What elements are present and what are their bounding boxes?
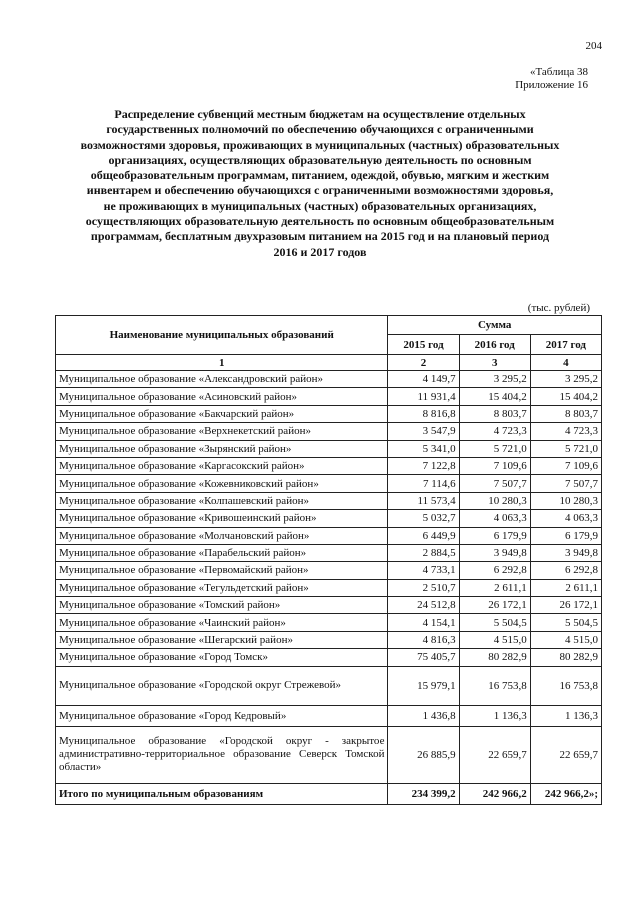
- value-2017: 5 504,5: [530, 614, 601, 631]
- row-name: Муниципальное образование «Городской округ Стрежевой»: [56, 666, 388, 705]
- total-2017: [530, 783, 601, 804]
- value-2015: 8 816,8: [388, 405, 459, 422]
- appendix-number: Приложение 16: [515, 79, 588, 91]
- row-name: Муниципальное образование «Кожевниковский район»: [56, 475, 388, 492]
- value-2016: 16 753,8: [459, 666, 530, 705]
- row-name: Муниципальное образование «Первомайский район»: [56, 562, 388, 579]
- value-2016: 4 063,3: [459, 510, 530, 527]
- table-row: [56, 544, 602, 561]
- table-number: «Таблица 38: [529, 66, 588, 78]
- table-row: [56, 440, 602, 457]
- row-name: Муниципальное образование «Томский район»: [56, 597, 388, 614]
- value-2016: 6 179,9: [459, 527, 530, 544]
- value-2017: 80 282,9: [530, 649, 601, 666]
- value-2016: 26 172,1: [459, 597, 530, 614]
- value-2017: 10 280,3: [530, 492, 601, 509]
- row-name: Муниципальное образование «Город Томск»: [56, 649, 388, 666]
- row-name: Муниципальное образование «Молчановский район»: [56, 527, 388, 544]
- table-row: [56, 597, 602, 614]
- table-row: [56, 579, 602, 596]
- value-2015: 4 149,7: [388, 371, 459, 388]
- value-2016: 1 136,3: [459, 705, 530, 726]
- row-name: Муниципальное образование «Город Кедровый»: [56, 705, 388, 726]
- row-name: Муниципальное образование «Каргасокский район»: [56, 457, 388, 474]
- value-2017: 4 723,3: [530, 423, 601, 440]
- table-row: [56, 614, 602, 631]
- value-2017: 3 295,2: [530, 371, 601, 388]
- value-2015: 15 979,1: [388, 666, 459, 705]
- header-year-2016: 2016 год: [459, 335, 530, 355]
- row-name: Муниципальное образование «Колпашевский район»: [56, 492, 388, 509]
- value-2015: 5 341,0: [388, 440, 459, 457]
- header-year-2017: 2017 год: [530, 335, 601, 355]
- total-2016: 242 966,2: [459, 783, 530, 804]
- table-row: [56, 666, 602, 705]
- value-2015: 7 122,8: [388, 457, 459, 474]
- total-2017-value: 242 966,2: [544, 787, 589, 800]
- table-row: [56, 510, 602, 527]
- table-row: [56, 705, 602, 726]
- value-2017: 6 292,8: [530, 562, 601, 579]
- value-2015: 75 405,7: [388, 649, 459, 666]
- value-2016: 3 295,2: [459, 371, 530, 388]
- value-2015: 5 032,7: [388, 510, 459, 527]
- table-row: [56, 649, 602, 666]
- row-name: Муниципальное образование «Парабельский район»: [56, 544, 388, 561]
- table-row: [56, 475, 602, 492]
- closing-quote: »;: [588, 787, 598, 800]
- value-2017: 2 611,1: [530, 579, 601, 596]
- value-2016: 6 292,8: [459, 562, 530, 579]
- value-2016: 4 723,3: [459, 423, 530, 440]
- table-row: [56, 631, 602, 648]
- header-name-column: Наименование муниципальных образований: [56, 316, 388, 355]
- table-row: [56, 388, 602, 405]
- column-number-2: 2: [388, 355, 459, 371]
- value-2016: 5 504,5: [459, 614, 530, 631]
- value-2017: 1 136,3: [530, 705, 601, 726]
- value-2015: 4 733,1: [388, 562, 459, 579]
- value-2017: 5 721,0: [530, 440, 601, 457]
- header-year-2015: 2015 год: [388, 335, 459, 355]
- value-2017: 3 949,8: [530, 544, 601, 561]
- row-name: Муниципальное образование «Чаинский район»: [56, 614, 388, 631]
- row-name: Муниципальное образование «Асиновский район»: [56, 388, 388, 405]
- row-name: Муниципальное образование «Тегульдетский район»: [56, 579, 388, 596]
- table-row: [56, 726, 602, 783]
- value-2017: 6 179,9: [530, 527, 601, 544]
- total-2015: 234 399,2: [388, 783, 459, 804]
- column-number-4: 4: [530, 355, 601, 371]
- table-row: [56, 492, 602, 509]
- column-number-3: 3: [459, 355, 530, 371]
- row-name: Муниципальное образование «Верхнекетский район»: [56, 423, 388, 440]
- table-row: [56, 562, 602, 579]
- total-row: [56, 783, 602, 804]
- units-label: (тыс. рублей): [527, 302, 590, 314]
- value-2016: 22 659,7: [459, 726, 530, 783]
- value-2017: 26 172,1: [530, 597, 601, 614]
- table-row: [56, 405, 602, 422]
- column-number-1: 1: [56, 355, 388, 371]
- value-2017: 7 507,7: [530, 475, 601, 492]
- value-2016: 5 721,0: [459, 440, 530, 457]
- row-name: Муниципальное образование «Шегарский район»: [56, 631, 388, 648]
- value-2016: 7 109,6: [459, 457, 530, 474]
- value-2017: 16 753,8: [530, 666, 601, 705]
- row-name: Муниципальное образование «Кривошеинский район»: [56, 510, 388, 527]
- value-2016: 3 949,8: [459, 544, 530, 561]
- value-2015: 11 931,4: [388, 388, 459, 405]
- value-2017: 22 659,7: [530, 726, 601, 783]
- value-2015: 7 114,6: [388, 475, 459, 492]
- document-title: Распределение субвенций местным бюджетам на осуществление отдельных государственных полномочий по обеспечению обучающихся с ограниченными возможностями здоровья, проживающих в муниципальных (частных) образовательных организациях, осуществляющих образовательную деятельность по основным общеобразовательным программам, питанием, одеждой, обувью, мягким и жестким инвентарем и обеспечению обучающихся с ограниченными возможностями здоровья, не проживающих в муниципальных (частных) образовательных организациях, осуществляющих образовательную деятельность по основным общеобразовательным программам, бесплатным двухразовым питанием на 2015 год и на плановый период 2016 и 2017 годов: [80, 107, 560, 259]
- value-2015: 3 547,9: [388, 423, 459, 440]
- row-name: Муниципальное образование «Городской округ - закрытое административно-территориальное образование Северск Томской области»: [56, 726, 388, 783]
- row-name: Муниципальное образование «Александровский район»: [56, 371, 388, 388]
- value-2015: 2 884,5: [388, 544, 459, 561]
- value-2017: 4 063,3: [530, 510, 601, 527]
- value-2016: 15 404,2: [459, 388, 530, 405]
- value-2015: 2 510,7: [388, 579, 459, 596]
- row-name: Муниципальное образование «Зырянский район»: [56, 440, 388, 457]
- total-label: Итого по муниципальным образованиям: [56, 783, 388, 804]
- table-row: [56, 371, 602, 388]
- value-2015: 24 512,8: [388, 597, 459, 614]
- value-2017: 8 803,7: [530, 405, 601, 422]
- value-2016: 7 507,7: [459, 475, 530, 492]
- value-2017: 7 109,6: [530, 457, 601, 474]
- header-sum-column: Сумма: [388, 316, 602, 335]
- table-reference: [515, 66, 588, 92]
- value-2015: 26 885,9: [388, 726, 459, 783]
- value-2016: 10 280,3: [459, 492, 530, 509]
- value-2016: 8 803,7: [459, 405, 530, 422]
- table-row: [56, 457, 602, 474]
- row-name: Муниципальное образование «Бакчарский район»: [56, 405, 388, 422]
- value-2015: 1 436,8: [388, 705, 459, 726]
- value-2015: 4 154,1: [388, 614, 459, 631]
- page-number: 204: [585, 40, 602, 52]
- value-2015: 4 816,3: [388, 631, 459, 648]
- value-2015: 11 573,4: [388, 492, 459, 509]
- table-row: [56, 527, 602, 544]
- value-2017: 15 404,2: [530, 388, 601, 405]
- value-2016: 80 282,9: [459, 649, 530, 666]
- value-2016: 2 611,1: [459, 579, 530, 596]
- table-row: [56, 423, 602, 440]
- value-2017: 4 515,0: [530, 631, 601, 648]
- value-2015: 6 449,9: [388, 527, 459, 544]
- value-2016: 4 515,0: [459, 631, 530, 648]
- subsidy-table: [55, 315, 602, 805]
